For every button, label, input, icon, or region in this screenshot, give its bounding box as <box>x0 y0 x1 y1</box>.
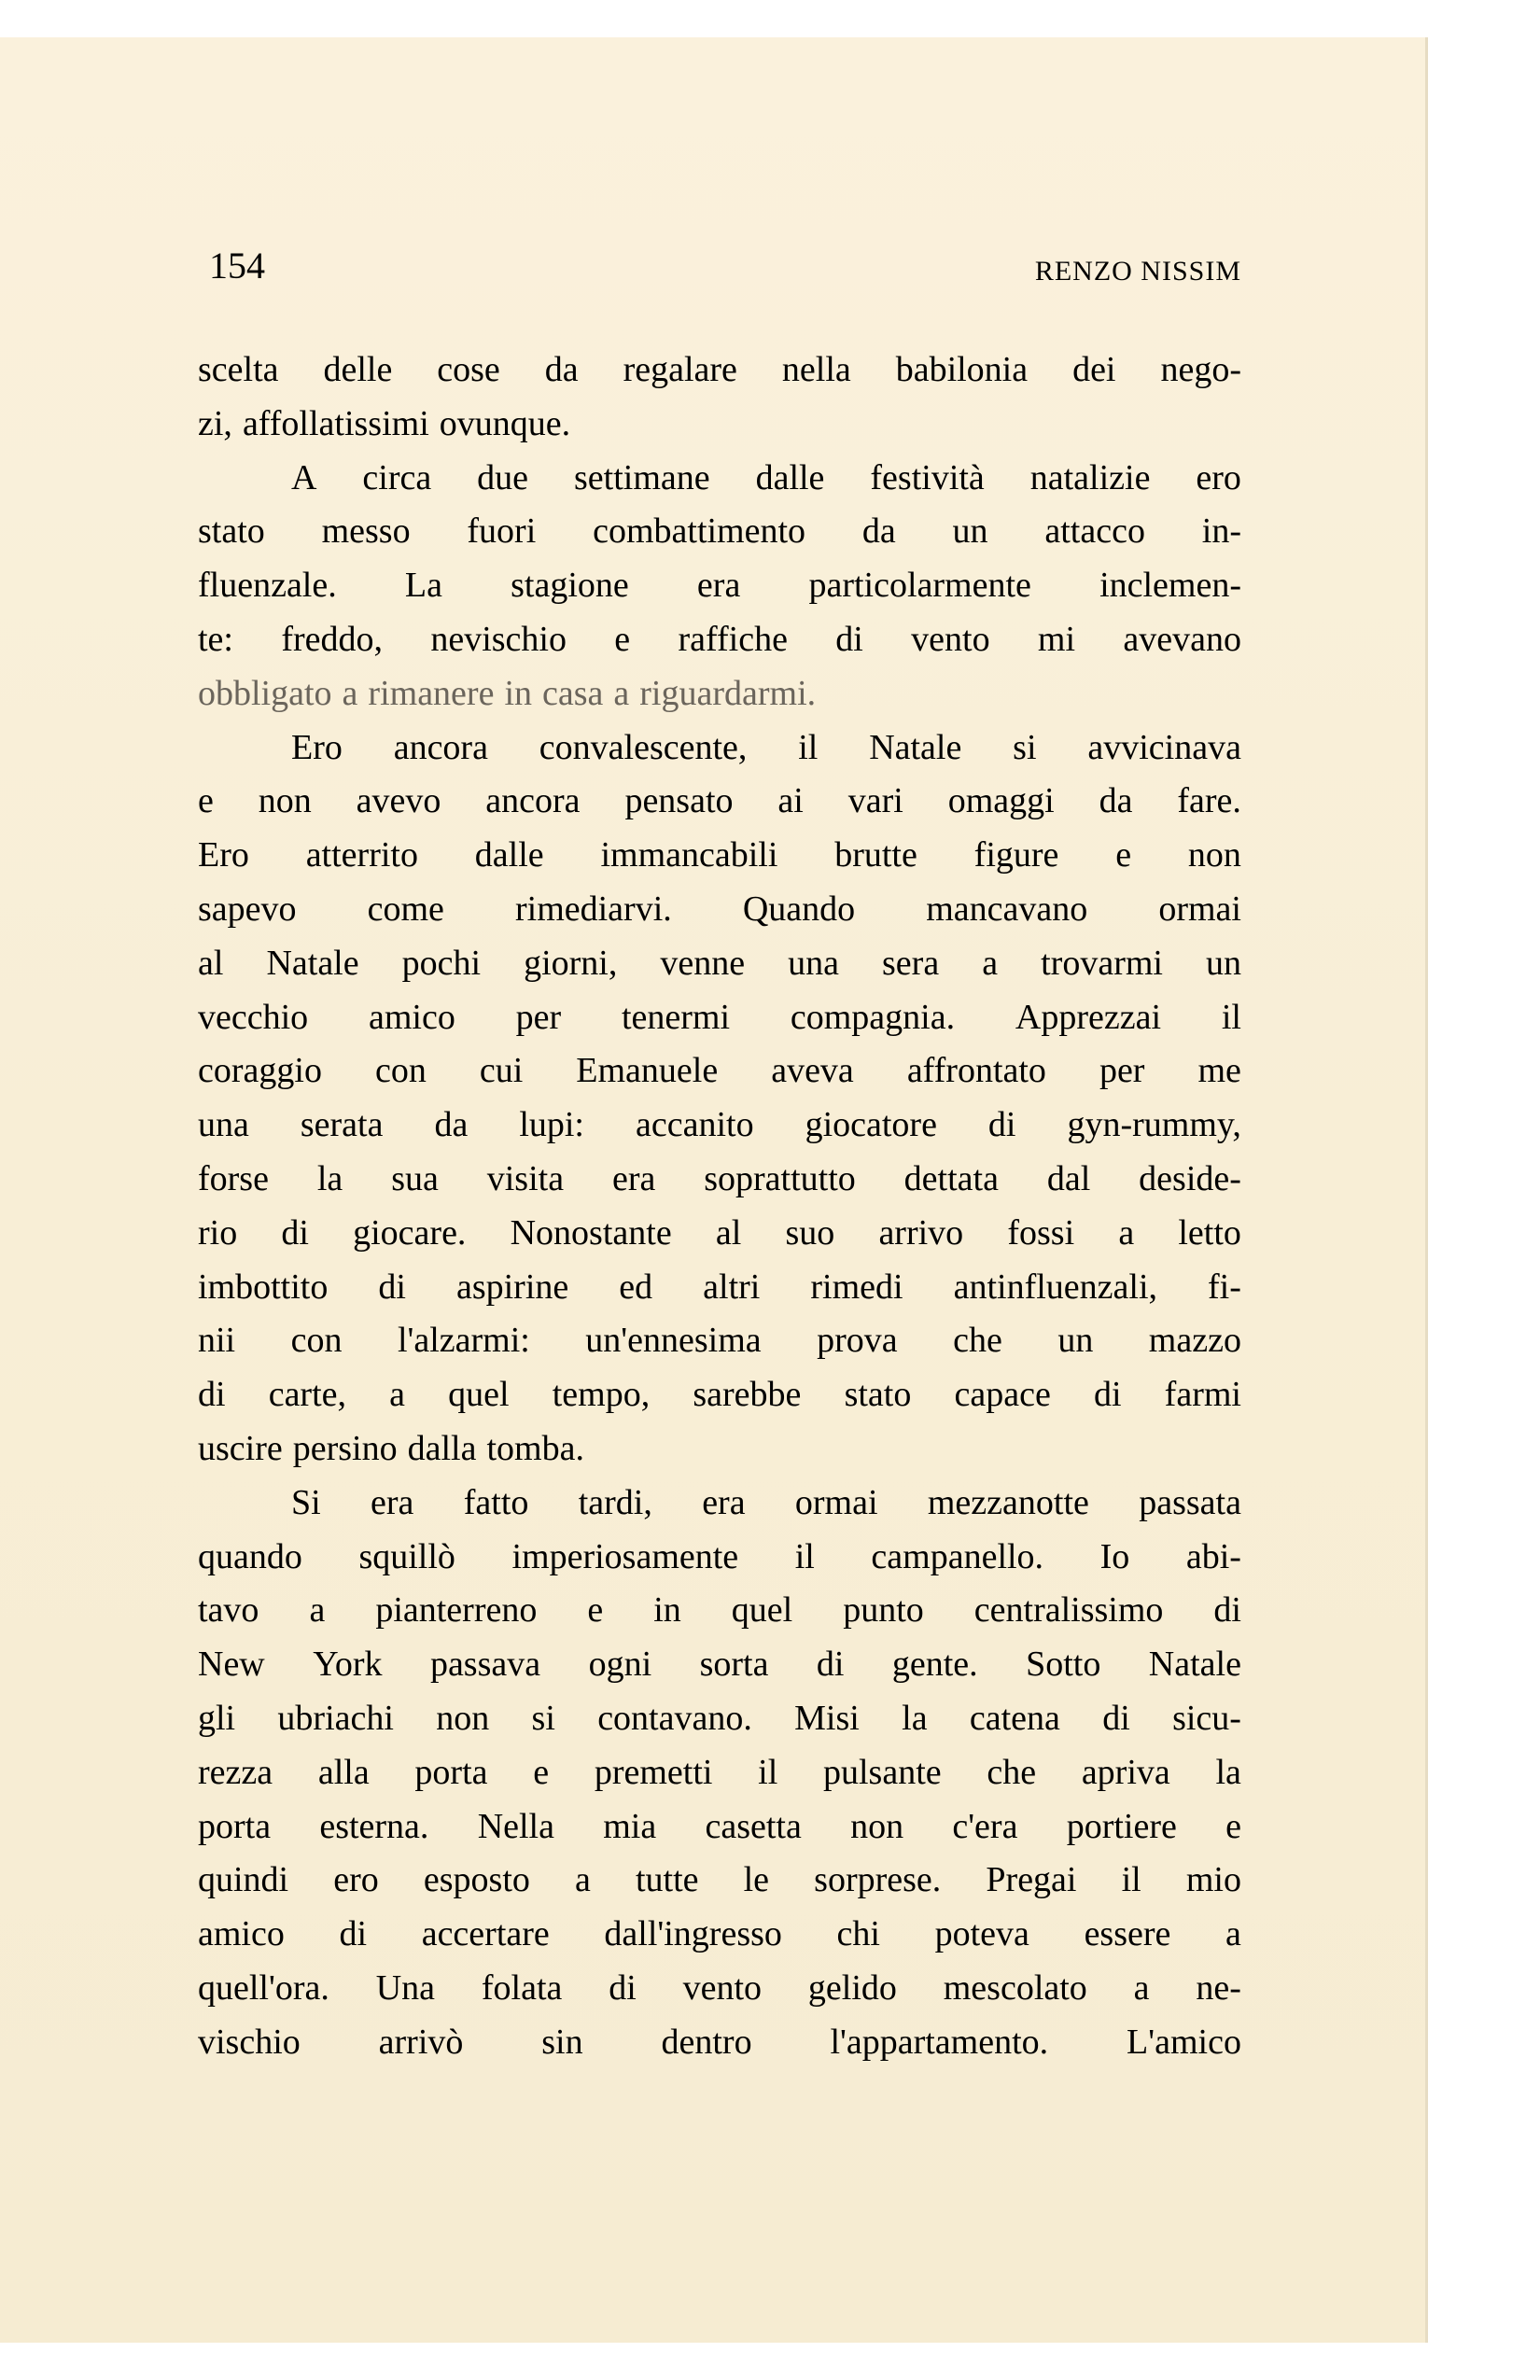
text-line: sapevo come rimediarvi. Quando mancavano ormai <box>198 889 1241 929</box>
text-line: imbottito di aspirine ed altri rimedi antinfluenzali, fi- <box>198 1267 1241 1307</box>
text-line: forse la sua visita era soprattutto dettata dal deside- <box>198 1158 1241 1198</box>
text-line: rio di giocare. Nonostante al suo arrivo fossi a letto <box>198 1212 1241 1253</box>
text-line: al Natale pochi giorni, venne una sera a trovarmi un <box>198 943 1241 983</box>
text-line: Ero ancora convalescente, il Natale si avvicinava <box>291 727 1241 767</box>
text-line: e non avevo ancora pensato ai vari omaggi da fare. <box>198 781 1241 821</box>
text-line: stato messo fuori combattimento da un attacco in- <box>198 511 1241 552</box>
body-text <box>198 343 1241 2070</box>
text-line: zi, affollatissimi ovunque. <box>198 403 571 443</box>
text-line: obbligato a rimanere in casa a riguardarmi. <box>198 673 817 713</box>
text-line: fluenzale. La stagione era particolarmente inclemen- <box>198 566 1241 606</box>
text-line: tavo a pianterreno e in quel punto centralissimo di <box>198 1590 1241 1631</box>
text-line: coraggio con cui Emanuele aveva affrontato per me <box>198 1051 1241 1091</box>
text-line: vischio arrivò sin dentro l'appartamento. L'amico <box>198 2022 1241 2062</box>
running-head-author: RENZO NISSIM <box>1034 256 1241 287</box>
text-line: nii con l'alzarmi: un'ennesima prova che un mazzo <box>198 1321 1241 1361</box>
text-line: New York passava ogni sorta di gente. Sotto Natale <box>198 1645 1241 1685</box>
text-line: scelta delle cose da regalare nella babilonia dei nego- <box>198 350 1241 389</box>
running-head <box>198 238 1241 294</box>
text-line: una serata da lupi: accanito giocatore di gyn-rummy, <box>198 1105 1241 1145</box>
text-line: Si era fatto tardi, era ormai mezzanotte passata <box>291 1482 1241 1522</box>
text-line: uscire persino dalla tomba. <box>198 1428 584 1468</box>
text-line: amico di accertare dall'ingresso chi poteva essere a <box>198 1914 1241 1954</box>
text-line: A circa due settimane dalle festività natalizie ero <box>291 457 1241 497</box>
text-line: gli ubriachi non si contavano. Misi la catena di sicu- <box>198 1698 1241 1738</box>
text-line: quando squillò imperiosamente il campanello. Io abi- <box>198 1536 1241 1576</box>
text-line: porta esterna. Nella mia casetta non c'era portiere e <box>198 1806 1241 1846</box>
text-line: quell'ora. Una folata di vento gelido mescolato a ne- <box>198 1967 1241 2008</box>
page-number: 154 <box>209 245 265 287</box>
text-line: vecchio amico per tenermi compagnia. Apprezzai il <box>198 997 1241 1037</box>
text-line: Ero atterrito dalle immancabili brutte figure e non <box>198 835 1241 875</box>
text-line: quindi ero esposto a tutte le sorprese. Pregai il mio <box>198 1860 1241 1900</box>
text-line: te: freddo, nevischio e raffiche di vento mi avevano <box>198 619 1241 659</box>
page-edge <box>1425 37 1428 2343</box>
text-line: di carte, a quel tempo, sarebbe stato capace di farmi <box>198 1375 1241 1415</box>
text-line: rezza alla porta e premetti il pulsante che apriva la <box>198 1752 1241 1792</box>
